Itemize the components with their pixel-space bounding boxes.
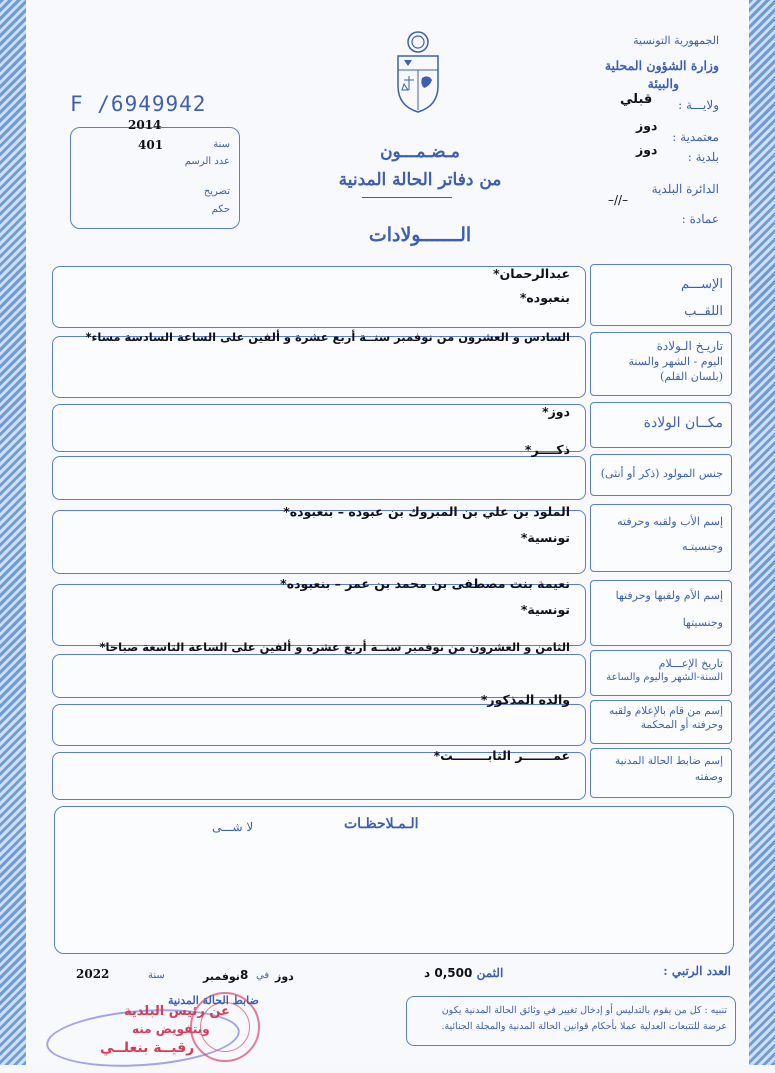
mother-label-box [590,580,732,646]
declaration-date-label: تاريخ الإعـــلام [658,657,723,670]
mother-value-box [52,584,586,646]
father-sublabel: وجنسيتـه [681,540,723,553]
officer-label: إسم ضابط الحالة المدنية [614,755,723,767]
birth-date-note: (بلسان القلم) [660,370,723,383]
signer-line2: وبتفويض منه [132,1022,210,1036]
declaration-date-value: الثامن و العشرون من نوفمبر سنــة أربع عشرة و ألفين على الساعة التاسعة صباحا* [99,640,570,654]
declaration-label: تصريح [203,186,230,197]
legal-notice: تنبيه : كل من يقوم بالتدليس أو إدخال تغيير في وثائق الحالة المدنية يكون عرضة للتتبعات العدلية عملا بأحكام قوانين الحالة المدنية والمجلة الجنائية. [406,996,736,1046]
last-name-value: بنعبوده* [519,290,570,305]
father-value-box [52,510,586,574]
mother-nationality: تونسية* [520,602,570,617]
wilaya-value: قبلي [620,92,653,107]
sex-value-box [52,456,586,500]
birth-place-label: مكــان الولادة [643,415,723,431]
first-name-label: الإســـم [681,277,723,292]
mother-label: إسم الأم ولقبها وحرفتها [615,589,723,602]
father-value: الملود بن علي بن المبروك بن عبوده – بنعبوده* [283,504,570,519]
sex-label-box [590,454,732,496]
officer-title: ضابط الحالة المدنية [168,994,259,1007]
father-nationality: تونسية* [520,530,570,545]
mother-value: نعيمة بنت مصطفى بن محمد بن عمر – بنعبوده* [280,576,570,591]
declarant-sublabel: وحرفته أو المحكمة [640,719,723,731]
daira-value: –//– [608,193,629,207]
birth-place-value-box [52,404,586,452]
wilaya-label: ولايـــة : [678,98,719,112]
title-underline [362,197,452,198]
baladiya-value: دوز [636,142,658,157]
tunisia-emblem-icon [392,30,444,114]
year-word: سنة [148,970,165,981]
year-label: سنة [213,139,230,150]
ministry-line1: وزارة الشؤون المحلية [604,58,719,73]
title-extract: مـضـمـــون [380,142,460,162]
birth-date-label-box [590,332,732,396]
document-serial-number: F /6949942 [70,92,207,116]
ministry-line2: والبيئة [647,76,679,91]
title-registers: من دفاتر الحالة المدنية [338,170,502,190]
serial-order-label: العدد الرتبي : [663,964,731,978]
officer-value: عمـــــــر الثابــــــــت* [433,748,570,763]
birth-date-value-box [52,336,586,398]
declarant-label: إسم من قام بالإعلام ولقبه [609,705,723,717]
price-value: 0,500 د [424,966,473,980]
officer-label-box [590,748,732,798]
remarks-label: الـمـلاحظـات [344,816,419,832]
birth-date-value: السادس و العشرون من نوفمبر سنــة أربع عشرة و ألفين على الساعة السادسة مساء* [85,330,570,344]
issue-month: نوفمبر [203,970,240,983]
father-label: إسم الأب ولقبه وحرفته [617,515,723,528]
sex-label: جنس المولود (ذكر أو أنثى) [600,467,723,480]
first-name-value: عبدالرحمان* [493,266,570,281]
signer-name: رقيــة بنعلــي [100,1040,195,1056]
sex-value: ذكــــر* [524,442,570,457]
title-births: الـــــــولادات [368,224,472,246]
birth-place-label-box [590,402,732,448]
omada-label: عمادة : [681,212,719,226]
name-label-box [590,264,732,326]
baladiya-label: بلدية : [687,150,719,164]
registration-label: عدد الرسم [184,156,230,167]
declarant-label-box [590,700,732,744]
decorative-border-right [749,0,775,1065]
declarant-value-box [52,704,586,746]
declaration-date-sublabel: السنة-الشهر واليوم والساعة [606,672,723,683]
issue-day: 8 [240,968,249,982]
birth-date-sublabel: اليوم - الشهر والسنة [628,355,723,368]
birth-place-value: دوز* [542,404,570,419]
issue-year: 2022 [76,967,110,981]
issue-place: دوز [275,970,294,983]
year-value: 2014 [128,118,162,132]
remarks-value: لا شـــى [212,820,254,834]
birth-date-label: تاريـخ الـولادة [656,339,723,353]
in-label: في [256,970,270,981]
signer-line1: عن رئيس البلدية [124,1004,230,1019]
officer-sublabel: وصفته [694,771,723,783]
decorative-border-left [0,0,26,1065]
price-label: الثمن : [468,966,504,980]
last-name-label: اللقــب [684,304,723,319]
moatamadiya-value: دوز [636,118,658,133]
moatamadiya-label: معتمدية : [672,130,719,144]
father-label-box [590,504,732,572]
declaration-date-label-box [590,650,732,696]
registration-number: 401 [138,138,164,152]
daira-label: الدائرة البلدية [651,182,719,196]
republic-name: الجمهورية التونسية [633,34,719,47]
mother-sublabel: وجنسيتها [682,616,723,629]
judgment-label: حكم [211,204,230,215]
declarant-value: والده المذكور* [480,692,570,707]
